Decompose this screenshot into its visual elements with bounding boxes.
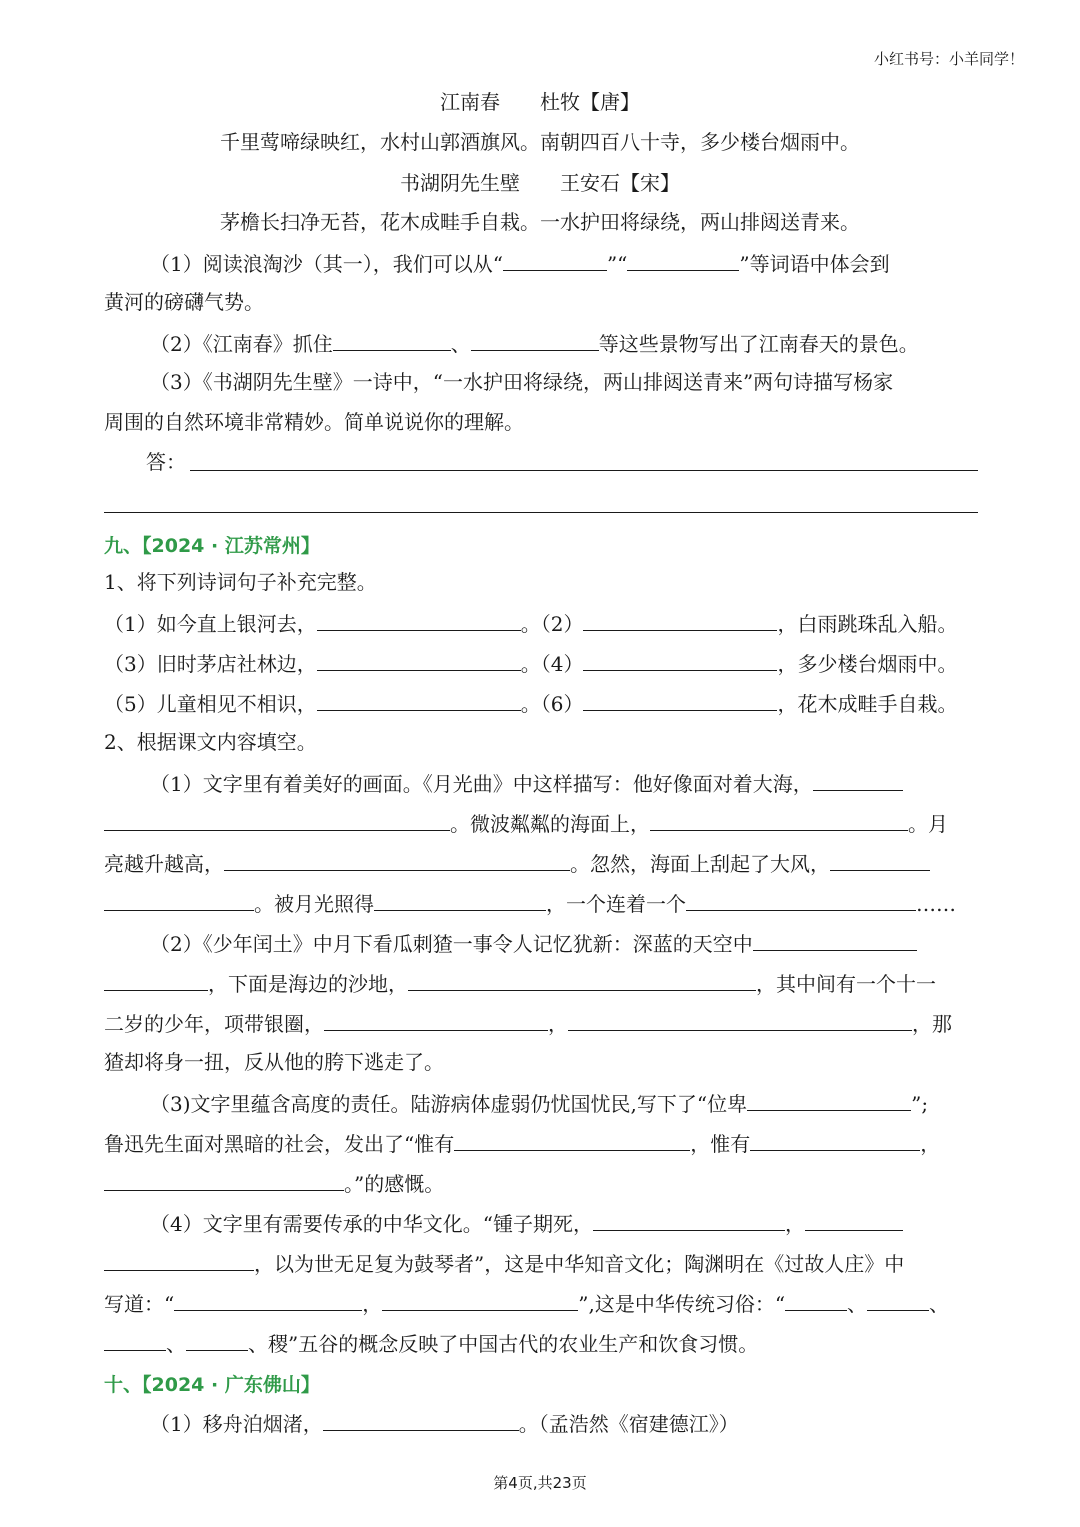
s9-q2-line2: ，下面是海边的沙地， ，其中间有一个十一	[104, 970, 936, 996]
s8-q1-line1: （1）阅读浪淘沙（其一），我们可以从“ ”“ ”等词语中体会到	[150, 252, 890, 276]
blank[interactable]	[750, 1130, 920, 1151]
blank[interactable]	[583, 690, 777, 711]
s9-q3-line2: 鲁迅先生面对黑暗的社会，发出了“惟有 ，惟有 ，	[104, 1132, 941, 1156]
blank[interactable]	[104, 810, 450, 831]
blank[interactable]	[753, 930, 917, 951]
blank[interactable]	[174, 1290, 362, 1311]
s9-q1-line4: 。被月光照得 ，一个连着一个 ……	[104, 890, 956, 916]
blank[interactable]	[317, 610, 521, 631]
blank[interactable]	[104, 890, 254, 911]
blank[interactable]	[593, 1210, 785, 1231]
blank[interactable]	[104, 1170, 344, 1191]
blank[interactable]	[583, 650, 777, 671]
blank[interactable]	[830, 850, 930, 871]
blank[interactable]	[333, 330, 451, 351]
s9-q1-line1: （1）文字里有着美好的画面。《月光曲》中这样描写：他好像面对着大海，	[150, 770, 903, 796]
blank[interactable]	[374, 890, 546, 911]
s9-q3-line1: （3)文字里蕴含高度的责任。陆游病体虚弱仍忧国忧民,写下了“位卑 ”;	[150, 1092, 929, 1116]
blank[interactable]	[627, 250, 739, 271]
s9-q2-line3: 二岁的少年，项带银圈， ， ，那	[104, 1012, 952, 1036]
blank[interactable]	[813, 770, 903, 791]
s9-q1-line2: 。微波粼粼的海面上， 。月	[104, 810, 948, 836]
blank[interactable]	[503, 250, 607, 271]
blank[interactable]	[382, 1290, 578, 1311]
s10-q1: （1）移舟泊烟渚， 。（孟浩然《宿建德江》）	[150, 1412, 739, 1436]
s9-q3-line3: 。”的感慨。	[104, 1170, 444, 1196]
blank[interactable]	[583, 610, 777, 631]
answer-line[interactable]	[104, 512, 978, 513]
answer-line[interactable]	[190, 470, 978, 471]
page-number: 第4页,共23页	[493, 1474, 587, 1492]
s8-q2: （2）《江南春》抓住 、 等这些景物写出了江南春天的景色。	[150, 332, 919, 356]
s9-fill-row1: （1）如今直上银河去， 。（2） ，白雨跳珠乱入船。	[104, 612, 958, 636]
s8-q1-line2: 黄河的磅礴气势。	[104, 290, 264, 314]
s9-q4-line3: 写道：“ ， ”,这是中华传统习俗：“ 、 、	[104, 1292, 950, 1316]
blank[interactable]	[785, 1290, 847, 1311]
blank[interactable]	[805, 1210, 903, 1231]
blank[interactable]	[867, 1290, 929, 1311]
blank[interactable]	[568, 1010, 912, 1031]
section-heading-9: 九、【2024 · 江苏常州】	[104, 535, 320, 557]
blank[interactable]	[323, 1410, 519, 1431]
blank[interactable]	[104, 1330, 166, 1351]
s9-part2-title: 2、根据课文内容填空。	[104, 730, 317, 754]
s9-part1-title: 1、将下列诗词句子补充完整。	[104, 570, 377, 594]
s9-fill-row2: （3）旧时茅店社林边， 。（4） ，多少楼台烟雨中。	[104, 652, 958, 676]
answer-label: 答：	[146, 450, 186, 474]
poem1-text: 千里莺啼绿映红，水村山郭酒旗风。南朝四百八十寺，多少楼台烟雨中。	[220, 130, 860, 154]
blank[interactable]	[686, 890, 916, 911]
poem2-title: 书湖阴先生壁 王安石【宋】	[400, 171, 680, 195]
s8-q3-line1: （3）《书湖阴先生壁》一诗中，“一水护田将绿绕，两山排闼送青来”两句诗描写杨家	[150, 370, 894, 394]
blank[interactable]	[317, 650, 521, 671]
blank[interactable]	[747, 1090, 911, 1111]
s9-q2-line4: 猹却将身一扭，反从他的胯下逃走了。	[104, 1050, 444, 1074]
blank[interactable]	[324, 1010, 548, 1031]
s9-q2-line1: （2）《少年闰土》中月下看瓜刺猹一事令人记忆犹新：深蓝的天空中	[150, 930, 917, 956]
s9-q1-line3: 亮越升越高， 。忽然，海面上刮起了大风，	[104, 850, 930, 876]
s9-q4-line1: （4）文字里有需要传承的中华文化。“锺子期死， ，	[150, 1210, 903, 1236]
s8-q3-line2: 周围的自然环境非常精妙。简单说说你的理解。	[104, 410, 524, 434]
poem1-title: 江南春 杜牧【唐】	[440, 90, 640, 114]
blank[interactable]	[104, 970, 208, 991]
blank[interactable]	[408, 970, 756, 991]
s9-q4-line4: 、 、稷”五谷的概念反映了中国古代的农业生产和饮食习惯。	[104, 1330, 758, 1356]
section-heading-10: 十、【2024 · 广东佛山】	[104, 1374, 320, 1396]
blank[interactable]	[224, 850, 570, 871]
s9-q4-line2: ，以为世无足复为鼓琴者”，这是中华知音文化；陶渊明在《过故人庄》中	[104, 1250, 904, 1276]
blank[interactable]	[104, 1250, 254, 1271]
page-header-note: 小红书号：小羊同学！	[873, 50, 1024, 68]
s9-fill-row3: （5）儿童相见不相识， 。（6） ，花木成畦手自栽。	[104, 692, 958, 716]
blank[interactable]	[650, 810, 908, 831]
poem2-text: 茅檐长扫净无苔，花木成畦手自栽。一水护田将绿绕，两山排闼送青来。	[220, 210, 860, 234]
blank[interactable]	[317, 690, 521, 711]
blank[interactable]	[471, 330, 599, 351]
blank[interactable]	[186, 1330, 248, 1351]
blank[interactable]	[454, 1130, 690, 1151]
